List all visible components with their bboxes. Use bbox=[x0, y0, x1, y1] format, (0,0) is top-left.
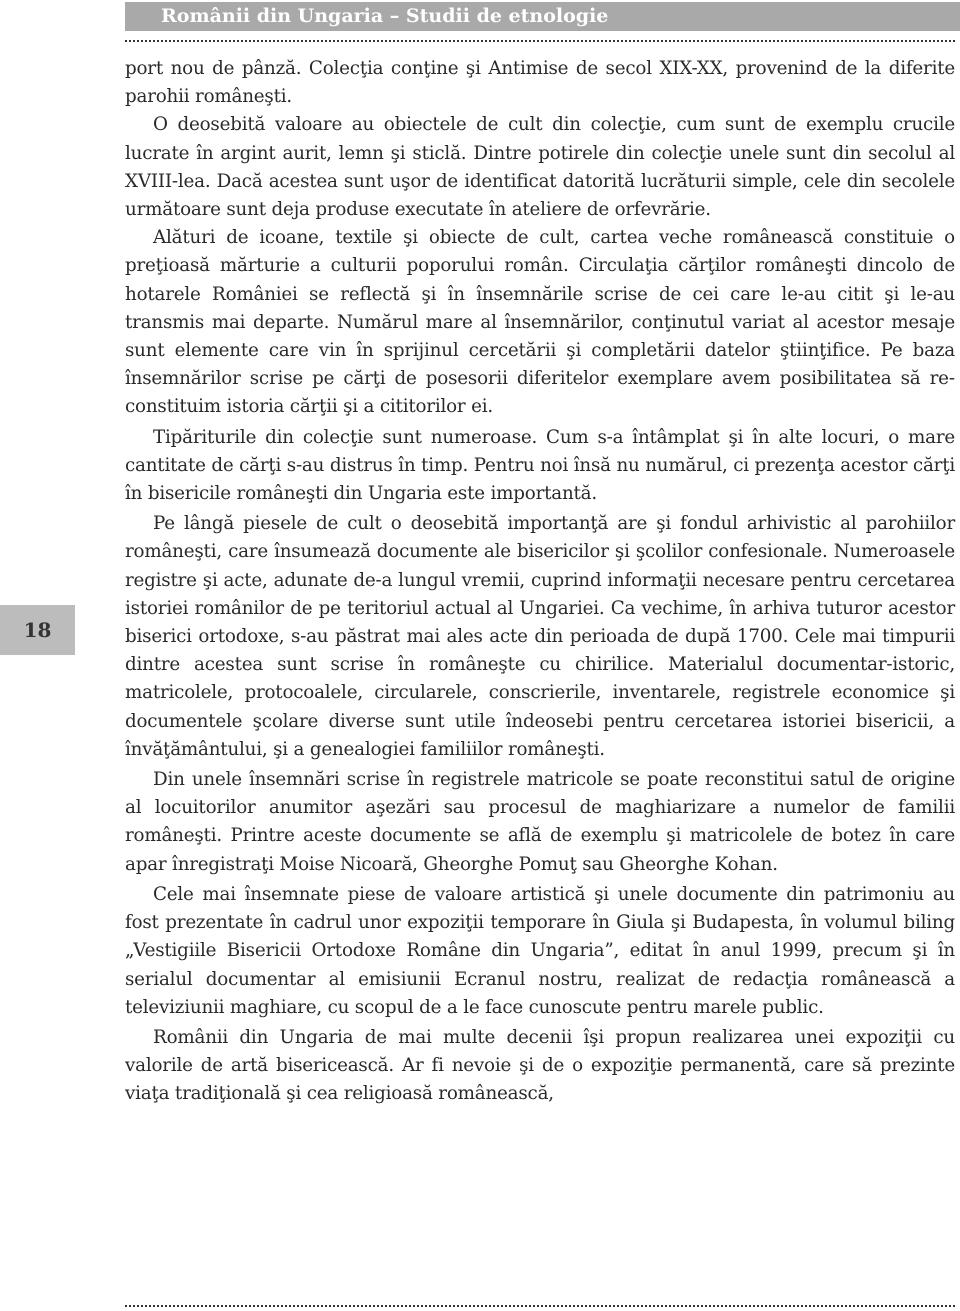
paragraph: Cele mai însemnate piese de valoare artistică şi unele documente din patrimoniu au fost prezentate în cadrul unor expoziţii temporare în Giula şi Budapesta, în volumul biling „Vestigiile Bisericii Ortodoxe Române din Ungaria”, editat în anul 1999, precum şi în serialul documentar al emisiunii Ecranul nostru, realizat de redacţia românească a televiziunii maghiare, cu scopul de a le face cunoscute pentru marele public. bbox=[125, 883, 955, 1018]
header-dotted-rule bbox=[125, 40, 955, 42]
paragraph: Tipăriturile din colecţie sunt numeroase. Cum s-a întâmplat şi în alte locuri, o mare cantitate de cărţi s-au distrus în timp. Pentru noi însă nu numărul, ci prezenţa acestor cărţi în bisericile româneşti din Ungaria este importantă. bbox=[125, 426, 955, 505]
paragraph: Pe lângă piesele de cult o deosebită importanţă are şi fondul arhivistic al parohiilor româneşti, care însumează documente ale bisericilor şi şcolilor confesionale. Numeroasele registre şi acte, adunate de-a lungul vremii, cuprind informaţii necesare pentru cercetarea istoriei românilor de pe teritoriul actual al Ungariei. Ca vechime, în arhiva tuturor acestor biserici ortodoxe, s-au păstrat mai ales acte din perioada de după 1700. Cele mai timpurii dintre acestea sunt scrise în româneşte cu chirilice. Materialul documentar-istoric, matricolele, protocoalele, circularele, conscrierile, inventarele, registrele economice şi documentele şcolare diverse sunt utile îndeosebi pentru cercetarea istoriei bisericii, a învăţământului, şi a genealogiei familiilor româneşti. bbox=[125, 513, 955, 760]
paragraph: Din unele însemnări scrise în registrele matricole se poate reconstitui satul de origine al locuitorilor anumitor aşezări sau procesul de maghiarizare a numelor de familii româneşti. Printre aceste documente se află de exemplu şi matricolele de botez în care apar înregistraţi Moise Nicoară, Gheorghe Pomuţ sau Gheorghe Kohan. bbox=[125, 769, 955, 875]
paragraph: port nou de pânză. Colecţia conţine şi Antimise de secol XIX-XX, provenind de la diferite parohii româneşti. bbox=[125, 58, 955, 108]
paragraph: Alături de icoane, textile şi obiecte de cult, cartea veche românească constituie o preţioasă mărturie a culturii poporului român. Circulaţia cărţilor româneşti dincolo de hotarele României se reflectă şi în însemnările scrise de cei care le-au citit şi le-au transmis mai departe. Numărul mare al însemnărilor, conţinutul variat al acestor mesaje sunt elemente care vin în sprijinul cercetării şi completării datelor ştiinţifice. Pe baza însemnărilor scrise pe cărţi de posesorii diferitelor exemplare avem posibilitatea să reconstituim istoria cărţii şi a cititorilor ei. bbox=[125, 227, 955, 418]
body-text bbox=[125, 55, 955, 1109]
paragraph: Românii din Ungaria de mai multe decenii îşi propun realizarea unei expoziţii cu valorile de artă bisericească. Ar fi nevoie şi de o expoziţie permanentă, care să prezinte viaţa tradiţională şi cea religioasă românească, bbox=[125, 1026, 955, 1105]
page-number: 18 bbox=[23, 618, 52, 642]
paragraph: O deosebită valoare au obiectele de cult din colecţie, cum sunt de exemplu crucile lucrate în argint aurit, lemn şi sticlă. Dintre potirele din colecţie unele sunt din secolul al XVIII-lea. Dacă acestea sunt uşor de identificat datorită lucrăturii simple, cele din secolele următoare sunt deja produse executate în ateliere de orfevrărie. bbox=[125, 114, 955, 221]
running-header-title: Românii din Ungaria – Studii de etnologie bbox=[161, 5, 609, 27]
footer-dotted-rule bbox=[125, 1305, 955, 1307]
